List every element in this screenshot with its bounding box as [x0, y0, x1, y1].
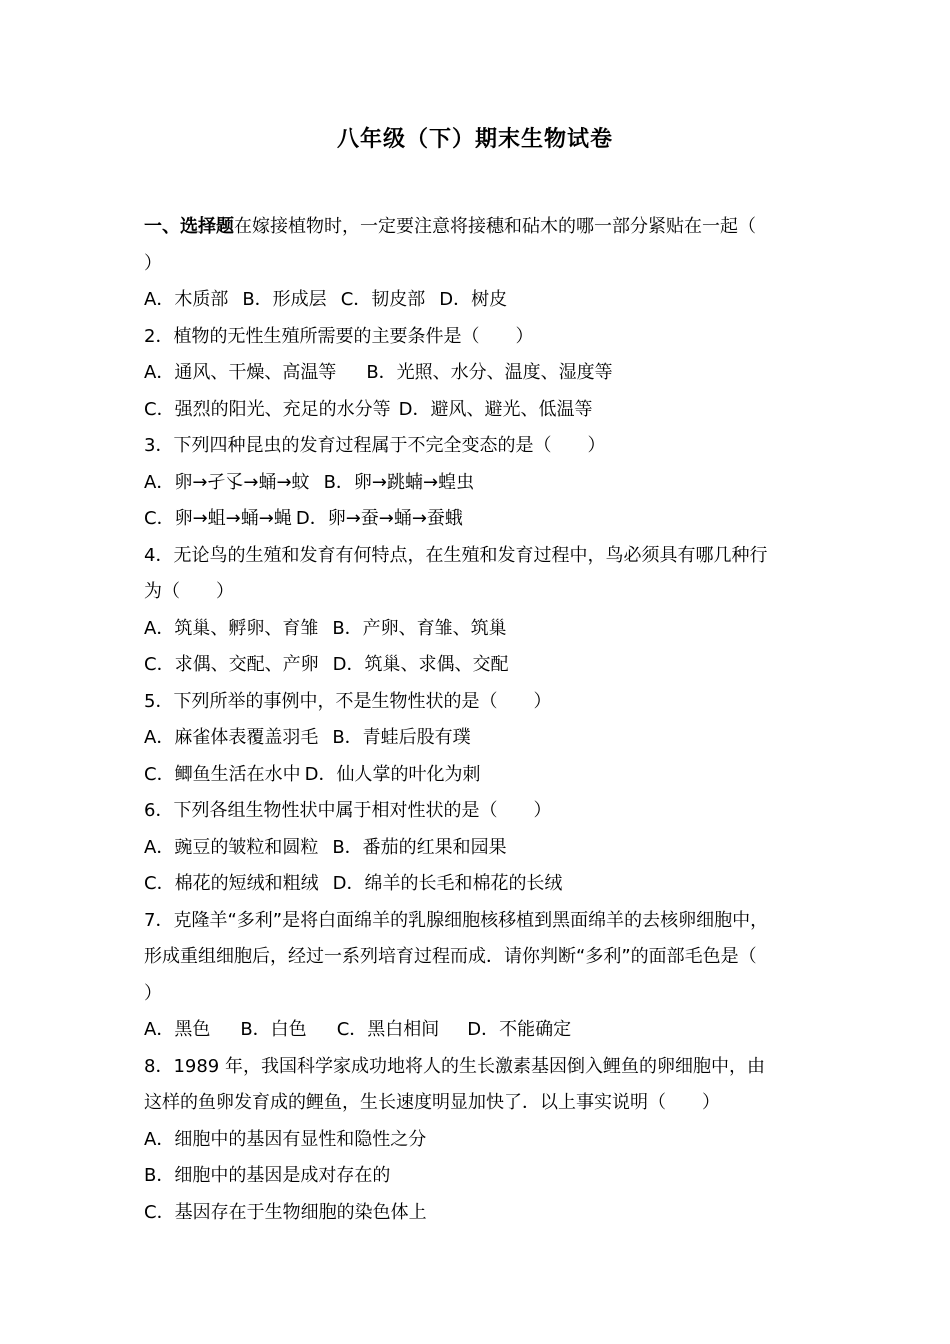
question-2-option-a: A．通风、干燥、高温等 — [144, 362, 337, 383]
question-4-options-cd — [144, 647, 808, 684]
question-list — [144, 209, 808, 1231]
question-7-option-d: D．不能确定 — [467, 1019, 572, 1040]
question-4-stem: 4．无论鸟的生殖和发育有何特点，在生殖和发育过程中，鸟必须具有哪几种行 — [144, 544, 768, 566]
question-6-option-d: D．绵羊的长毛和棉花的长绒 — [332, 873, 563, 894]
page-title: 八年级（下）期末生物试卷 — [336, 127, 613, 152]
question-6-option-b: B．番茄的红果和园果 — [332, 836, 507, 858]
question-2-option-b: B．光照、水分、温度、湿度等 — [366, 362, 613, 383]
question-2-stem: 2．植物的无性生殖所需要的主要条件是（ ） — [144, 325, 534, 347]
question-3-options-ab — [144, 465, 808, 502]
question-6-option-a: A．豌豆的皱粒和圆粒 — [144, 836, 319, 858]
question-3-option-c: C．卵→蛆→蛹→蝇 — [144, 508, 292, 529]
question-4-options-ab — [144, 611, 808, 648]
question-1-text: 在嫁接植物时，一定要注意将接穗和砧木的哪一部分紧贴在一起（ — [234, 216, 756, 237]
question-5-option-d: D．仙人掌的叶化为刺 — [304, 763, 481, 785]
question-1-option-c: C．韧皮部 — [340, 289, 426, 310]
question-7-option-b: B．白色 — [240, 1019, 307, 1040]
section-heading: 一、选择题 — [144, 216, 234, 237]
question-1-stem — [144, 209, 808, 246]
question-4-option-a: A．筑巢、孵卵、育雏 — [144, 617, 319, 639]
question-5-option-a: A．麻雀体表覆盖羽毛 — [144, 727, 319, 748]
question-4-option-d: D．筑巢、求偶、交配 — [332, 654, 509, 675]
question-1-options — [144, 282, 808, 319]
question-3-options-cd — [144, 501, 808, 538]
question-8-option-b: B．细胞中的基因是成对存在的 — [144, 1165, 391, 1186]
question-2-options-ab — [144, 355, 808, 392]
question-7-option-c: C．黑白相间 — [336, 1019, 440, 1040]
question-3-option-d: D．卵→蚕→蛹→蚕蛾 — [295, 508, 463, 529]
question-8-stem: 8．1989 年，我国科学家成功地将人的生长激素基因倒入鲤鱼的卵细胞中，由 — [144, 1055, 765, 1077]
question-6-options-ab — [144, 830, 808, 867]
question-2-option-d: D．避风、避光、低温等 — [398, 398, 593, 420]
question-1-stem-cont: ） — [144, 252, 162, 274]
question-8-option-a: A．细胞中的基因有显性和隐性之分 — [144, 1128, 427, 1150]
question-1-option-b: B．形成层 — [242, 289, 327, 310]
question-2-option-c: C．强烈的阳光、充足的水分等 — [144, 398, 391, 420]
question-4-option-b: B．产卵、育雏、筑巢 — [332, 617, 507, 639]
question-7-stem-cont-2: ） — [144, 982, 162, 1004]
question-6-stem: 6．下列各组生物性状中属于相对性状的是（ ） — [144, 800, 552, 821]
question-7-stem: 7．克隆羊“多利”是将白面绵羊的乳腺细胞核移植到黑面绵羊的去核卵细胞中， — [144, 909, 769, 931]
question-8-option-c: C．基因存在于生物细胞的染色体上 — [144, 1201, 427, 1223]
question-4-option-c: C．求偶、交配、产卵 — [144, 654, 319, 675]
question-3-option-a: A．卵→孑孓→蛹→蚊 — [144, 471, 310, 493]
question-5-options-cd — [144, 757, 808, 794]
question-3-option-b: B．卵→跳蝻→蝗虫 — [323, 471, 475, 493]
question-5-option-b: B．青蛙后股有璞 — [332, 727, 471, 748]
question-7-stem-cont: 形成重组细胞后，经过一系列培育过程而成．请你判断“多利”的面部毛色是（ — [144, 946, 757, 967]
question-4-stem-cont: 为（ ） — [144, 581, 234, 602]
question-8-stem-cont: 这样的鱼卵发育成的鲤鱼，生长速度明显加快了．以上事实说明（ ） — [144, 1092, 720, 1113]
question-1-option-a: A．木质部 — [144, 289, 229, 310]
question-2-options-cd — [144, 392, 808, 429]
question-1-option-d: D．树皮 — [439, 289, 508, 310]
question-5-options-ab — [144, 720, 808, 757]
question-5-stem: 5．下列所举的事例中，不是生物性状的是（ ） — [144, 690, 552, 712]
question-7-options — [144, 1012, 808, 1049]
question-7-option-a: A．黑色 — [144, 1019, 211, 1040]
question-6-option-c: C．棉花的短绒和粗绒 — [144, 873, 319, 894]
question-6-options-cd — [144, 866, 808, 903]
question-3-stem: 3．下列四种昆虫的发育过程属于不完全变态的是（ ） — [144, 435, 606, 456]
question-5-option-c: C．鲫鱼生活在水中 — [144, 763, 301, 785]
